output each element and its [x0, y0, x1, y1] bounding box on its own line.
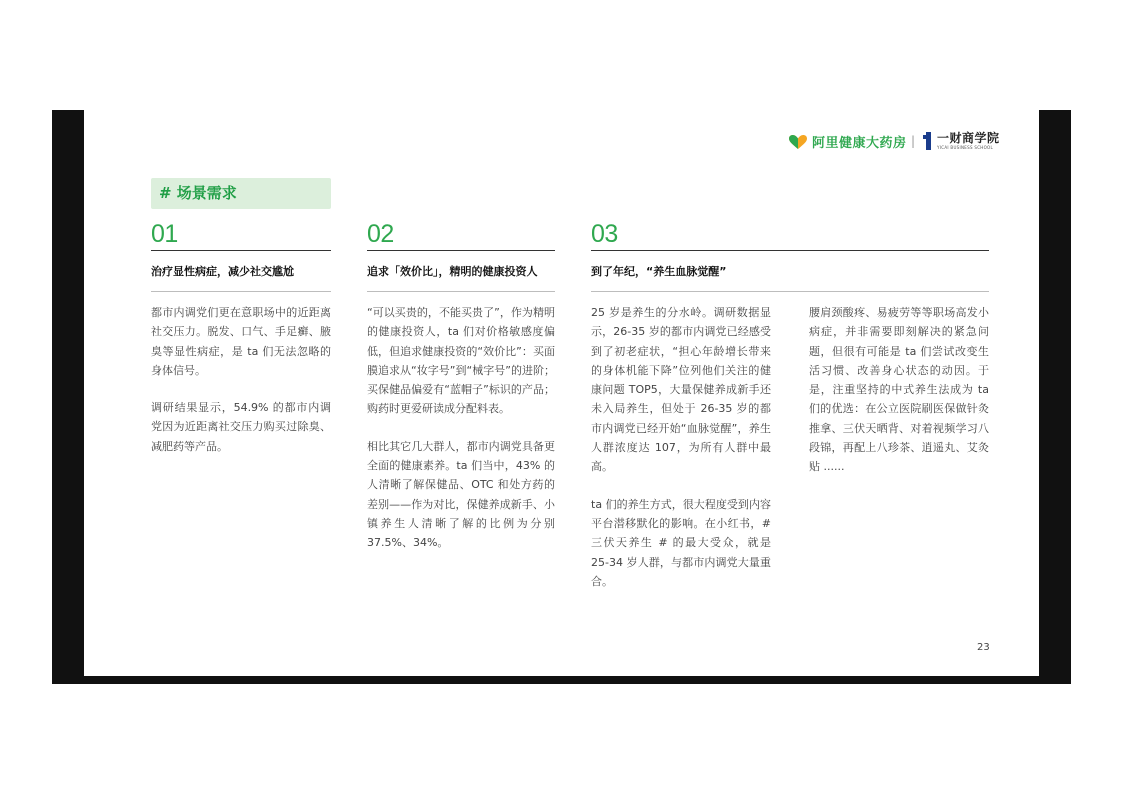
logo-separator: | — [911, 134, 916, 148]
alihealth-brand-text: 阿里健康大药房 — [812, 136, 907, 151]
page-number: 23 — [977, 642, 990, 653]
divider — [151, 291, 331, 292]
section-body — [367, 303, 555, 553]
column-02 — [367, 222, 555, 571]
sub-column-right — [809, 303, 989, 609]
yicai-mark-icon — [922, 131, 934, 151]
section-number: 01 — [151, 220, 178, 248]
paragraph: 调研结果显示，54.9% 的都市内调党因为近距离社交压力购买过除臭、减肥药等产品。 — [151, 401, 331, 453]
paragraph: 相比其它几大群人，都市内调党具备更全面的健康素养。ta 们当中，43% 的人清晰了解保健品、OTC 和处方药的差别——作为对比，保健养成新手、小镇养生人清晰了解的比例为分别 37.5%、34%。 — [367, 439, 555, 550]
divider — [591, 291, 989, 292]
section-heading: 治疗显性病症，减少社交尴尬 — [151, 265, 294, 278]
paragraph: “可以买贵的，不能买贵了”，作为精明的健康投资人，ta 们对价格敏感度偏低，但追求健康投资的“效价比”：买面膜追求从“妆字号”到“械字号”的进阶；买保健品偏爱有“蓝帽子”标识的产品；购药时更爱研读成分配料表。 — [367, 306, 555, 416]
paragraph: 25 岁是养生的分水岭。调研数据显示，26-35 岁的都市内调党已经感受到了初老症状，“担心年龄增长带来的身体机能下降”位列他们关注的健康问题 TOP5，大量保健养成新手还未入局养生，但处于 26-35 岁的都市内调党已经开始“血脉觉醒”，养生人群浓度达 107，为所有人群中最高。 — [591, 306, 771, 474]
sub-column-left — [591, 303, 771, 609]
divider — [367, 250, 555, 251]
divider — [367, 291, 555, 292]
section-tag: # 场景需求 — [151, 178, 331, 209]
yicai-logo — [922, 131, 1000, 151]
section-body — [151, 303, 331, 456]
section-body — [591, 303, 989, 609]
section-number: 02 — [367, 220, 394, 248]
paragraph: 都市内调党们更在意职场中的近距离社交压力。脱发、口气、手足癣、腋臭等显性病症，是 ta 们无法忽略的身体信号。 — [151, 306, 331, 377]
section-heading: 到了年纪，“养生血脉觉醒” — [591, 265, 727, 278]
column-01 — [151, 222, 331, 474]
section-number: 03 — [591, 220, 618, 248]
divider — [151, 250, 331, 251]
divider — [591, 250, 989, 251]
column-03 — [591, 222, 989, 609]
paragraph: ta 们的养生方式，很大程度受到内容平台潜移默化的影响。在小红书，# 三伏天养生 # 的最大受众，就是 25-34 岁人群，与都市内调党大量重合。 — [591, 497, 771, 588]
section-heading: 追求「效价比」，精明的健康投资人 — [367, 265, 538, 278]
document-page — [84, 110, 1039, 676]
paragraph: 腰肩颈酸疼、易疲劳等等职场高发小病症，并非需要即刻解决的紧急问题，但很有可能是 ta 们尝试改变生活习惯、改善身心状态的动因。于是，注重坚持的中式养生法成为 ta 们的优选：在公立医院刷医保做针灸推拿、三伏天晒背、对着视频学习八段锦，再配上八珍茶、逍遥丸、艾灸贴 ...... — [809, 306, 989, 474]
green-heart-icon — [788, 134, 808, 150]
yicai-brand-subtext: YICAI BUSINESS SCHOOL — [937, 145, 994, 150]
alihealth-logo — [788, 132, 907, 151]
yicai-brand-text: 一财商学院 — [937, 131, 1000, 145]
